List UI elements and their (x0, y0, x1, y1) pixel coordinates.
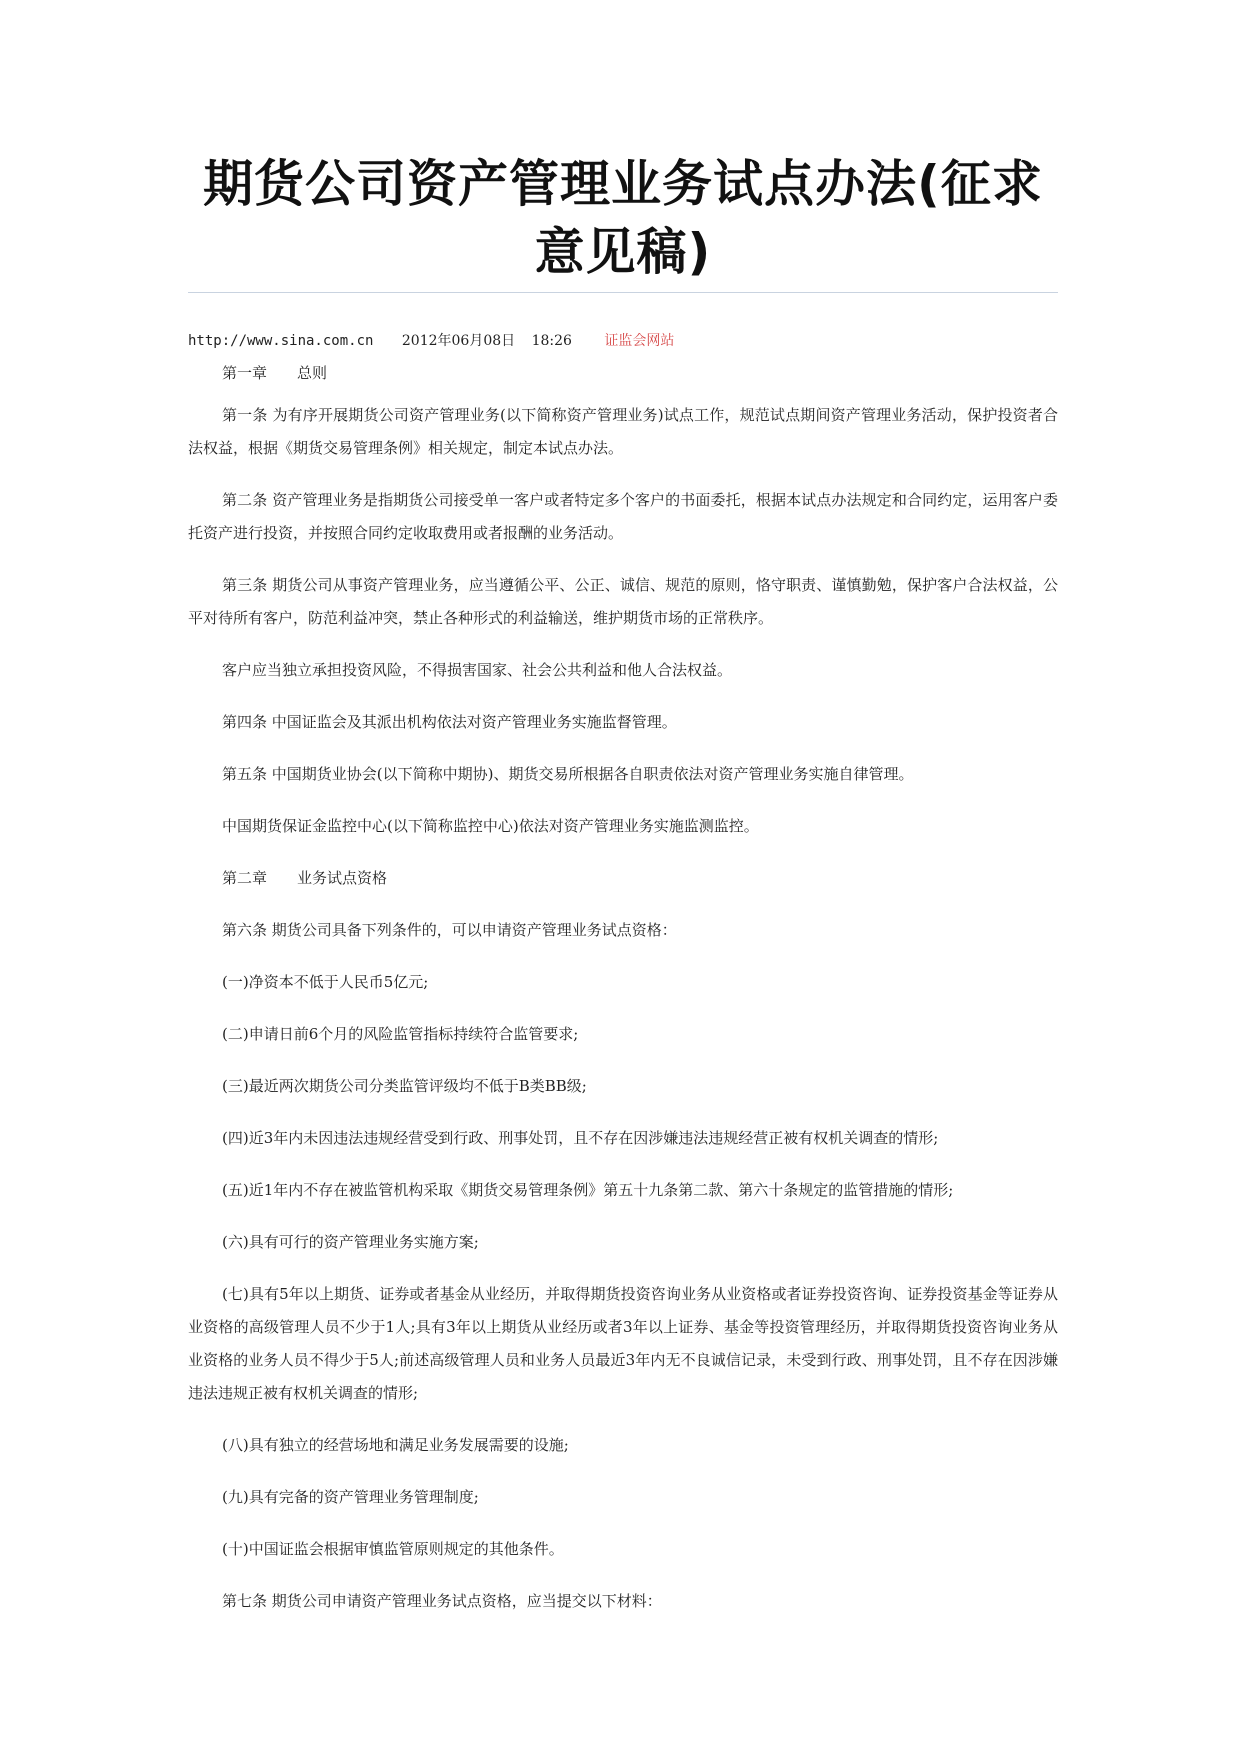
article-paragraph: 第四条 中国证监会及其派出机构依法对资产管理业务实施监督管理。 (222, 713, 677, 731)
publish-time: 18:26 (531, 333, 572, 349)
document-page (188, 150, 1058, 1618)
article-paragraph: 第二条 资产管理业务是指期货公司接受单一客户或者特定多个客户的书面委托，根据本试点办法规定和合同约定，运用客户委托资产进行投资，并按照合同约定收取费用或者报酬的业务活动。 (188, 491, 1058, 542)
list-item: (三)最近两次期货公司分类监管评级均不低于B类BB级; (222, 1077, 587, 1095)
article-paragraph: 第一条 为有序开展期货公司资产管理业务(以下简称资产管理业务)试点工作，规范试点期间资产管理业务活动，保护投资者合法权益，根据《期货交易管理条例》相关规定，制定本试点办法。 (188, 406, 1058, 457)
article-paragraph: 第六条 期货公司具备下列条件的，可以申请资产管理业务试点资格： (222, 921, 677, 939)
list-item: (六)具有可行的资产管理业务实施方案; (222, 1233, 479, 1251)
list-item: (七)具有5年以上期货、证券或者基金从业经历，并取得期货投资咨询业务从业资格或者证券投资咨询、证券投资基金等证券从业资格的高级管理人员不少于1人;具有3年以上期货从业经历或者3年以上证券、基金等投资管理经历，并取得期货投资咨询业务从业资格的业务人员不得少于5人;前述高级管理人员和业务人员最近3年内无不良诚信记录，未受到行政、刑事处罚，且不存在因涉嫌违法违规正被有权机关调查的情形; (188, 1285, 1058, 1402)
article-paragraph: 第五条 中国期货业协会(以下简称中期协)、期货交易所根据各自职责依法对资产管理业务实施自律管理。 (222, 765, 914, 783)
article-paragraph: 第三条 期货公司从事资产管理业务，应当遵循公平、公正、诚信、规范的原则，恪守职责、谨慎勤勉，保护客户合法权益，公平对待所有客户，防范利益冲突，禁止各种形式的利益输送，维护期货市场的正常秩序。 (188, 576, 1058, 627)
source-url[interactable]: http://www.sina.com.cn (188, 333, 374, 349)
list-item: (一)净资本不低于人民币5亿元; (222, 973, 429, 991)
list-item: (十)中国证监会根据审慎监管原则规定的其他条件。 (222, 1540, 564, 1558)
list-item: (五)近1年内不存在被监管机构采取《期货交易管理条例》第五十九条第二款、第六十条规定的监管措施的情形; (222, 1181, 954, 1199)
list-item: (四)近3年内未因违法违规经营受到行政、刑事处罚，且不存在因涉嫌违法违规经营正被有权机关调查的情形; (222, 1129, 939, 1147)
publish-date: 2012年06月08日 (401, 333, 516, 349)
page-title: 期货公司资产管理业务试点办法(征求意见稿) (203, 155, 1043, 281)
list-item: (九)具有完备的资产管理业务管理制度; (222, 1488, 479, 1506)
chapter-heading: 第一章 总则 (222, 364, 328, 382)
title-divider (188, 292, 1058, 293)
article-paragraph: 客户应当独立承担投资风险，不得损害国家、社会公共利益和他人合法权益。 (222, 661, 733, 679)
article-paragraph: 第七条 期货公司申请资产管理业务试点资格，应当提交以下材料： (222, 1592, 662, 1610)
list-item: (二)申请日前6个月的风险监管指标持续符合监管要求; (222, 1025, 579, 1043)
list-item: (八)具有独立的经营场地和满足业务发展需要的设施; (222, 1436, 569, 1454)
article-meta (188, 331, 1058, 351)
source-link[interactable]: 证监会网站 (604, 333, 675, 349)
article-paragraph: 中国期货保证金监控中心(以下简称监控中心)依法对资产管理业务实施监测监控。 (222, 817, 759, 835)
chapter-heading: 第二章 业务试点资格 (222, 869, 388, 887)
